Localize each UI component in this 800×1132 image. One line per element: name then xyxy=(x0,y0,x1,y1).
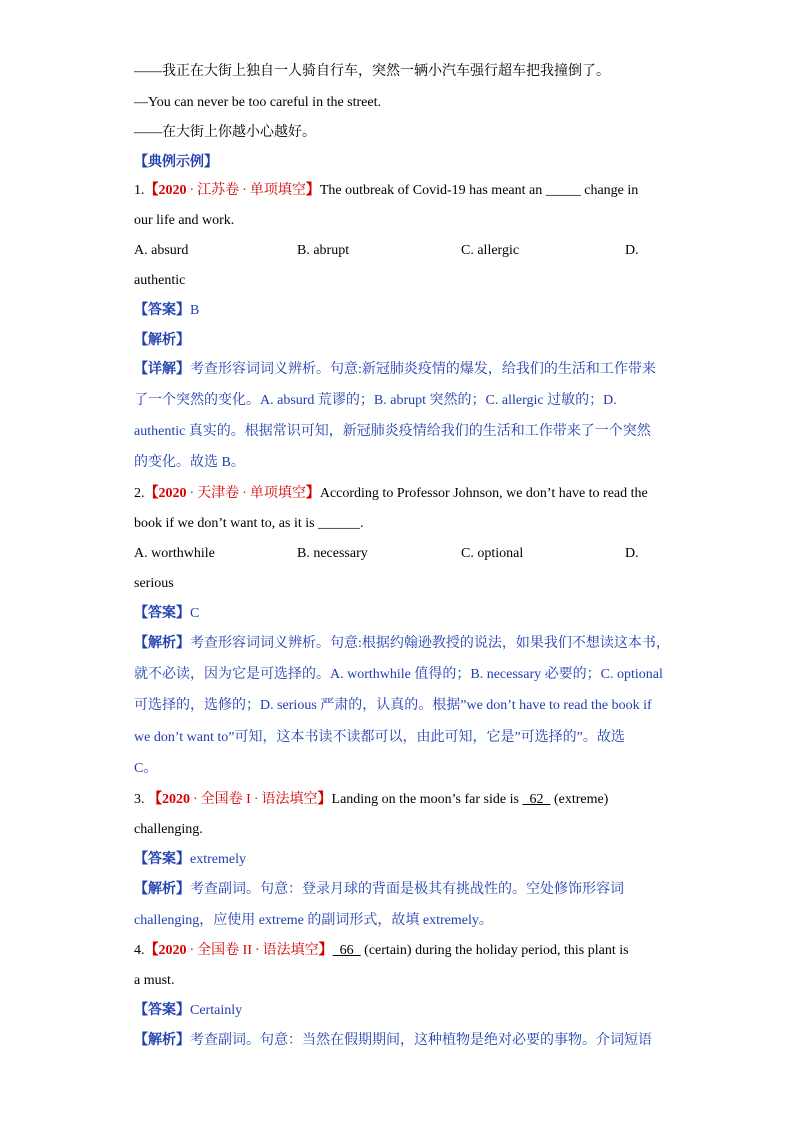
answer-value: C xyxy=(190,606,200,621)
question-text: Landing on the moon’s far side is xyxy=(331,792,523,807)
source-tag-open: 【 xyxy=(148,792,162,807)
detail-line: 了一个突然的变化。A. absurd 荒谬的；B. abrupt 突然的；C. allergic 过敏的；D. xyxy=(134,393,617,408)
question-text: The outbreak of Covid-19 has meant an _____ change in xyxy=(319,183,639,198)
detail-line xyxy=(134,360,656,380)
source-separator: · xyxy=(189,943,195,958)
source-tag-close: 】 xyxy=(305,486,320,501)
analysis-line: challenging，应使用 extreme 的副词形式，故填 extremely。 xyxy=(134,913,493,928)
question-4-stem-cont: a must. xyxy=(134,973,175,988)
analysis-line: 可选择的，选修的；D. serious 严肃的，认真的。根据”we don’t have to read the book if xyxy=(134,698,652,713)
source-tag-open: 【 xyxy=(144,486,159,501)
answer-label: 【答案】 xyxy=(134,303,190,318)
detail-line: 的变化。故选 B。 xyxy=(134,455,245,470)
source-type: 语法填空 xyxy=(261,792,318,807)
blank-number: 62 xyxy=(522,792,551,807)
answer-label: 【答案】 xyxy=(134,606,190,621)
option-b: B. abrupt xyxy=(297,243,350,258)
source-year: 2020 xyxy=(158,183,187,198)
answer-line xyxy=(134,1001,242,1021)
option-c: C. allergic xyxy=(461,243,520,258)
option-b: B. necessary xyxy=(297,546,368,561)
question-3-stem-cont: challenging. xyxy=(134,822,203,837)
detail-text: 考查形容词词义辨析。句意:新冠肺炎疫情的爆发，给我们的生活和工作带来 xyxy=(190,362,656,377)
source-year: 2020 xyxy=(162,792,190,807)
analysis-line xyxy=(134,880,624,900)
question-4-stem xyxy=(134,941,629,961)
source-separator: · xyxy=(242,486,247,501)
source-separator: · xyxy=(193,792,198,807)
analysis-line: we don’t want to”可知，这本书读不读都可以，由此可知，它是”可选择的”。故选 xyxy=(134,730,625,745)
question-2-stem xyxy=(134,484,648,504)
option-a: A. absurd xyxy=(134,243,189,258)
analysis-label: 【解析】 xyxy=(134,1033,190,1048)
question-1-stem-cont: our life and work. xyxy=(134,213,235,228)
option-a: A. worthwhile xyxy=(134,546,215,561)
source-separator: · xyxy=(189,486,195,501)
question-hint: (extreme) xyxy=(550,792,609,807)
blank-number: 66 xyxy=(332,943,361,958)
question-text: (certain) during the holiday period, this plant is xyxy=(360,943,629,958)
source-separator: · xyxy=(242,183,247,198)
source-exam: 天津卷 xyxy=(197,486,240,501)
analysis-text: 考查副词。句意：当然在假期期间，这种植物是绝对必要的事物。介词短语 xyxy=(190,1033,652,1048)
dialogue-line-english: —You can never be too careful in the street. xyxy=(134,95,381,110)
analysis-line xyxy=(134,634,670,654)
analysis-line: C。 xyxy=(134,761,158,776)
detail-line: authentic 真实的。根据常识可知，新冠肺炎疫情给我们的生活和工作带来了一个突然 xyxy=(134,424,651,439)
dialogue-line-chinese-1: ——我正在大街上独自一人骑自行车，突然一辆小汽车强行超车把我撞倒了。 xyxy=(134,64,610,79)
analysis-line xyxy=(134,1031,652,1051)
answer-label: 【答案】 xyxy=(134,1003,190,1018)
source-tag-close: 】 xyxy=(318,943,333,958)
source-type: 单项填空 xyxy=(249,486,306,501)
analysis-label: 【解析】 xyxy=(134,882,190,897)
answer-value: B xyxy=(190,303,200,318)
source-year: 2020 xyxy=(158,486,187,501)
question-text: According to Professor Johnson, we don’t have to read the xyxy=(319,486,648,501)
question-1-stem xyxy=(134,181,638,201)
detail-label: 【详解】 xyxy=(134,362,190,377)
section-heading: 【典例示例】 xyxy=(134,155,218,170)
source-type: 语法填空 xyxy=(262,943,319,958)
analysis-line: 就不必读，因为它是可选择的。A. worthwhile 值得的；B. necessary 必要的；C. optional xyxy=(134,667,663,682)
answer-line xyxy=(134,301,199,321)
answer-line xyxy=(134,850,246,870)
source-exam: 江苏卷 xyxy=(197,183,240,198)
answer-value: extremely xyxy=(190,852,246,867)
option-c: C. optional xyxy=(461,546,524,561)
analysis-label: 【解析】 xyxy=(134,636,190,651)
source-separator: · xyxy=(255,943,260,958)
question-2-stem-cont: book if we don’t want to, as it is ______. xyxy=(134,516,364,531)
question-number: 1. xyxy=(134,183,145,198)
source-tag-open: 【 xyxy=(144,943,159,958)
question-3-stem xyxy=(134,790,608,810)
analysis-label: 【解析】 xyxy=(134,333,190,348)
source-exam: 全国卷 I xyxy=(200,792,251,807)
source-tag-open: 【 xyxy=(144,183,159,198)
option-d: D. xyxy=(625,546,639,561)
option-d: D. xyxy=(625,243,639,258)
analysis-text: 考查副词。句意：登录月球的背面是极其有挑战性的。空处修饰形容词 xyxy=(190,882,624,897)
option-d-text: authentic xyxy=(134,273,186,288)
source-tag-close: 】 xyxy=(305,183,320,198)
question-number: 3. xyxy=(134,792,145,807)
source-year: 2020 xyxy=(158,943,187,958)
question-number: 4. xyxy=(134,943,145,958)
source-separator: · xyxy=(253,792,259,807)
answer-line xyxy=(134,604,199,624)
source-type: 单项填空 xyxy=(249,183,306,198)
question-number: 2. xyxy=(134,486,145,501)
answer-value: Certainly xyxy=(190,1003,243,1018)
dialogue-line-chinese-2: ——在大街上你越小心越好。 xyxy=(134,125,316,140)
analysis-text: 考查形容词词义辨析。句意:根据约翰逊教授的说法，如果我们不想读这本书， xyxy=(190,636,670,651)
answer-label: 【答案】 xyxy=(134,852,190,867)
source-exam: 全国卷 II xyxy=(197,943,252,958)
option-d-text: serious xyxy=(134,576,174,591)
source-tag-close: 】 xyxy=(317,792,332,807)
source-separator: · xyxy=(189,183,195,198)
